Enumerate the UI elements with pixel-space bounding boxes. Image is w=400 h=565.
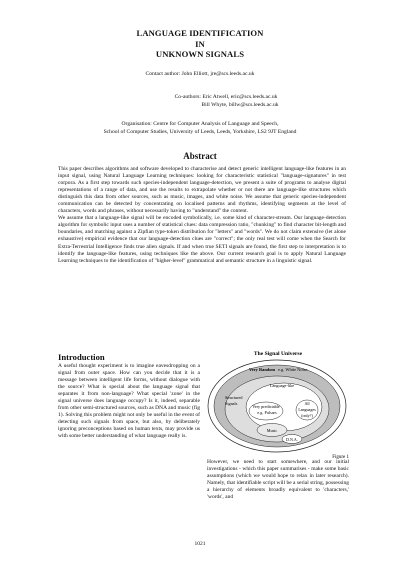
figure-caption: Figure 1 xyxy=(332,455,349,459)
abstract-paragraph-2: We assume that a language-like signal will be encoded symbolically, i.e. some kind of character-stream. Our language-detection algorithm for symbolic input uses a number of statistical clues: data compression ratio, "chunking" to find character bit-length and boundaries, and matching against a Zipfian type-token distribution for "letters" and "words". We do not claim extensive (let alone exhaustive) empirical evidence that our language-detection clues are "correct"; the only real test will come when the Search for Extra-Terrestrial Intelligence finds true alien signals. If and when true SETI signals are found, the first step to interpretation is to identify the language-like features, using techniques like the above. Our current research goal is to apply Natural Language Learning techniques to the identification of "higher-level" grammatical and semantic structure in a linguistic signal. xyxy=(58,215,346,264)
title-line-1: LANGUAGE IDENTIFICATION xyxy=(136,28,264,38)
label-languages: Languages xyxy=(298,407,316,412)
contact-author: Contact author: John Elliott, jre@scs.leeds.ac.uk xyxy=(145,71,255,77)
coauthor-line-1: Co-authors: Eric Atwell, eric@scs.leeds.ac.uk xyxy=(174,94,278,100)
organisation-line-2: School of Computer Studies, University of Leeds, Leeds, Yorkshire, LS2 9JT England xyxy=(103,128,297,135)
page-number: 1021 xyxy=(194,541,206,547)
label-only: (only?) xyxy=(301,413,313,418)
title-line-3: UNKNOWN SIGNALS xyxy=(155,49,245,60)
label-language-like: Language-like xyxy=(269,383,295,388)
label-white-noise: e.g. White Noise xyxy=(278,367,308,372)
coauthor-line-2: Bill Whyte, billw@scs.leeds.ac.uk xyxy=(201,101,279,108)
label-pulsars: e.g. Pulsars xyxy=(257,410,277,415)
intro-left-column: A useful thought experiment is to imagine eavesdropping on a signal from outer space. How can you decide that it is a message between intelligent life forms, without dialogue with the source? What is special about the language signal that separates it from non-language? What special 'zone' in the signal universe does language occupy? Is it, indeed, separable from other semi-structured sources, such as DNA and music (fig 1). Solving this problem might not only be useful in the event of detecting such signals from space, but also, by deliberately ignoring preconceptions based on human texts, may provide us with some better understanding of what language really is. xyxy=(58,363,200,440)
intro-right-column: However, we need to start somewhere, and our initial investigations - which this paper summarises - make some basic assumptions (which we would hope to relax in later research). Namely, that identifiable script will be a serial string, possessing a hierarchy of elements broadly equivalent to 'characters,' 'words', and xyxy=(207,459,349,501)
abstract-paragraph-1: This paper describes algorithms and software developed to characterise and detect generic intelligent language-like features in an input signal, using Natural Language Learning techniques: looking for characteristic statistical "language-signatures" in test corpora. As a first step towards such species-independent language-detection, we present a suite of programs to analyse digital representations of a range of data, and use the results to extrapolate whether or not there are language-like structures which distinguish this data from other sources, such as music, images, and white noise. We assume that generic species-independent communication can be detected by concentrating on localised patterns and rhythms, identifying segments at the level of characters, words and phrases, without necessarily having to "understand" the content. xyxy=(58,166,346,215)
title-line-2: IN xyxy=(195,38,205,49)
label-dna: D.N.A. xyxy=(286,437,298,442)
label-structured: Structured xyxy=(225,395,243,400)
label-all: All xyxy=(304,401,310,406)
label-very-random: Very Random xyxy=(249,367,276,372)
abstract-heading: Abstract xyxy=(183,151,217,161)
abstract-body xyxy=(58,166,346,265)
label-signals: Signals xyxy=(225,401,238,406)
introduction-heading: Introduction xyxy=(58,352,105,362)
label-very-predictable: Very predictable xyxy=(252,404,280,409)
signal-universe-figure xyxy=(206,349,350,459)
organisation-line-1: Organisation: Centre for Computer Analysis of Language and Speech, xyxy=(121,121,279,127)
paper-title xyxy=(0,28,400,60)
figure-title: The Signal Universe xyxy=(253,351,303,357)
label-music: Music xyxy=(266,428,278,433)
